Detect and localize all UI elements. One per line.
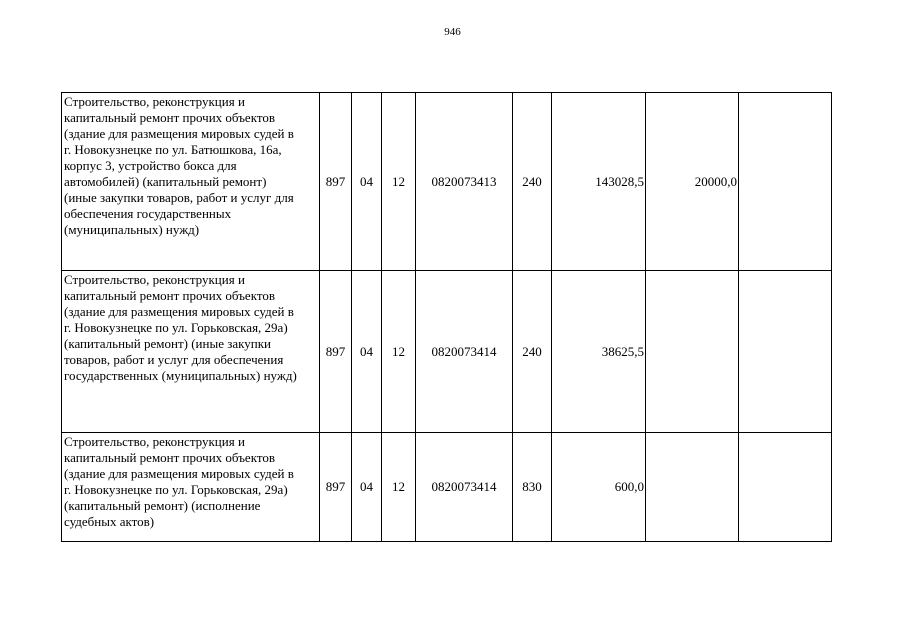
cell-amount-3 — [739, 93, 832, 271]
table-row — [62, 433, 832, 542]
cell-description: Строительство, реконструкция и капитальный ремонт прочих объектов (здание для размещения мировых судей в г. Новокузнецке по ул. Батюшкова, 16а, корпус 3, устройство бокса для автомобилей) (капитальный ремонт) (иные закупки товаров, работ и услуг для обеспечения государственных (муниципальных) нужд) — [62, 93, 320, 271]
cell-section-code: 04 — [352, 433, 382, 542]
cell-ministry-code: 897 — [320, 433, 352, 542]
cell-expense-type: 830 — [513, 433, 552, 542]
cell-section-code: 04 — [352, 93, 382, 271]
cell-ministry-code: 897 — [320, 93, 352, 271]
cell-subsection-code: 12 — [382, 271, 416, 433]
cell-description: Строительство, реконструкция и капитальный ремонт прочих объектов (здание для размещения мировых судей в г. Новокузнецке по ул. Горьковская, 29а) (капитальный ремонт) (иные закупки товаров, работ и услуг для обеспечения государственных (муниципальных) нужд) — [62, 271, 320, 433]
cell-subsection-code: 12 — [382, 93, 416, 271]
cell-target-article: 0820073413 — [416, 93, 513, 271]
cell-target-article: 0820073414 — [416, 271, 513, 433]
cell-subsection-code: 12 — [382, 433, 416, 542]
cell-amount-1: 600,0 — [552, 433, 646, 542]
budget-table — [61, 92, 832, 542]
cell-amount-1: 38625,5 — [552, 271, 646, 433]
page-number: 946 — [444, 26, 461, 38]
cell-expense-type: 240 — [513, 271, 552, 433]
cell-amount-1: 143028,5 — [552, 93, 646, 271]
cell-section-code: 04 — [352, 271, 382, 433]
table-row — [62, 93, 832, 271]
cell-amount-2 — [646, 433, 739, 542]
cell-amount-3 — [739, 433, 832, 542]
cell-description: Строительство, реконструкция и капитальный ремонт прочих объектов (здание для размещения мировых судей в г. Новокузнецке по ул. Горьковская, 29а) (капитальный ремонт) (исполнение судебных актов) — [62, 433, 320, 542]
cell-target-article: 0820073414 — [416, 433, 513, 542]
cell-ministry-code: 897 — [320, 271, 352, 433]
cell-amount-2 — [646, 271, 739, 433]
cell-amount-3 — [739, 271, 832, 433]
cell-expense-type: 240 — [513, 93, 552, 271]
cell-amount-2: 20000,0 — [646, 93, 739, 271]
table-row — [62, 271, 832, 433]
